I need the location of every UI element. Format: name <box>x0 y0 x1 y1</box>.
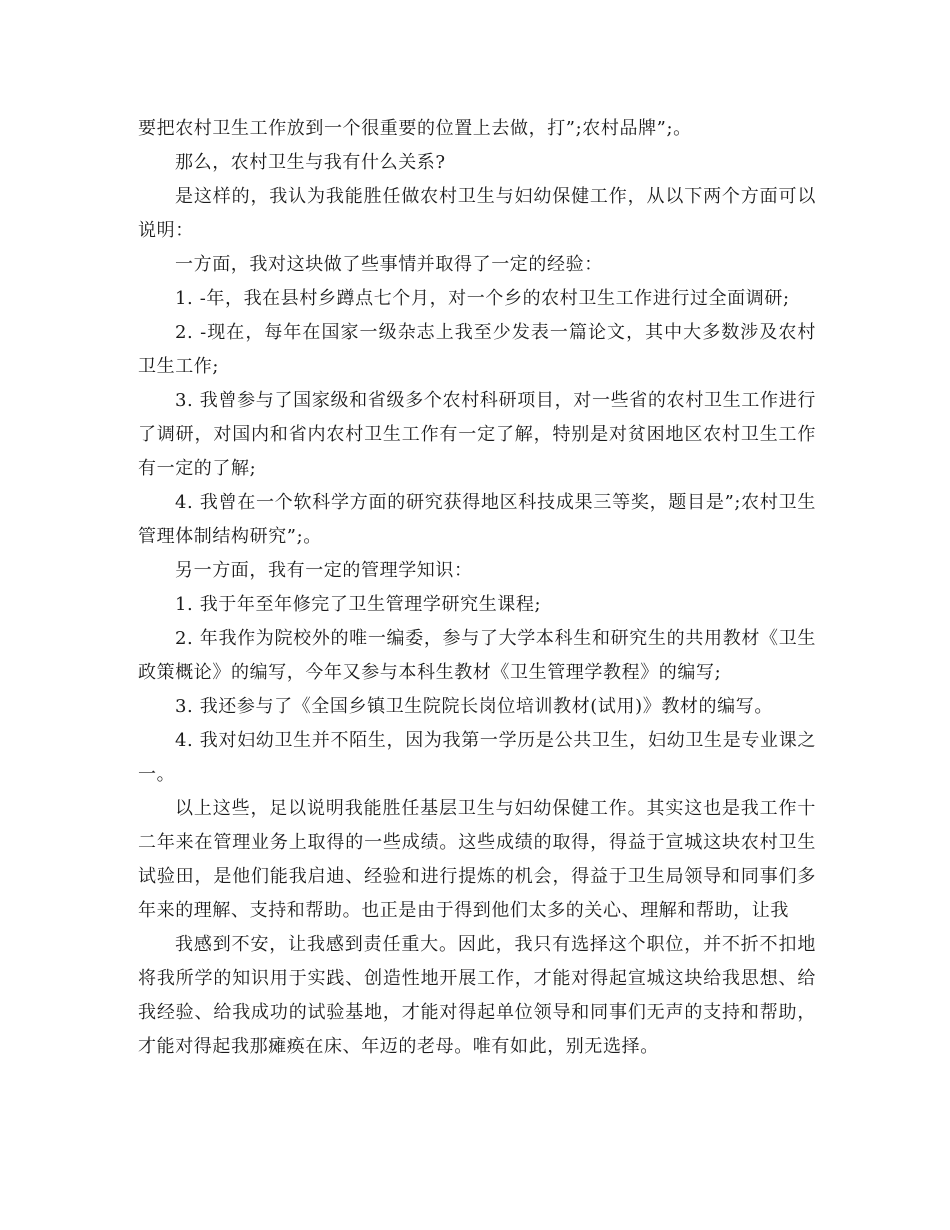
paragraph-6: 以上这些，足以说明我能胜任基层卫生与妇幼保健工作。其实这也是我工作十二年来在管理业务上取得的一些成绩。这些成绩的取得，得益于宣城这块农村卫生试验田，是他们能我启迪、经验和进行提炼的机会，得益于卫生局领导和同事们多年来的理解、支持和帮助。也正是由于得到他们太多的关心、理解和帮助，让我 <box>138 798 816 921</box>
list-item-experience-3: 3. 我曾参与了国家级和省级多个农村科研项目，对一些省的农村卫生工作进行了调研，对国内和省内农村卫生工作有一定了解，特别是对贫困地区农村卫生工作有一定的了解; <box>138 390 816 479</box>
paragraph-5: 另一方面，我有一定的管理学知识： <box>175 560 473 581</box>
list-item-management-4: 4. 我对妇幼卫生并不陌生，因为我第一学历是公共卫生，妇幼卫生是专业课之一。 <box>138 730 816 785</box>
paragraph-1: 要把农村卫生工作放到一个很重要的位置上去做，打”;农村品牌”;。 <box>138 118 692 139</box>
list-item-management-3: 3. 我还参与了《全国乡镇卫生院院长岗位培训教材(试用)》教材的编写。 <box>175 696 773 717</box>
paragraph-2: 那么，农村卫生与我有什么关系? <box>175 152 446 173</box>
list-item-management-2: 2. 年我作为院校外的唯一编委，参与了大学本科生和研究生的共用教材《卫生政策概论》的编写，今年又参与本科生教材《卫生管理学教程》的编写; <box>138 628 816 683</box>
list-item-experience-4: 4. 我曾在一个软科学方面的研究获得地区科技成果三等奖，题目是”;农村卫生管理体制结构研究”;。 <box>138 492 816 547</box>
paragraph-4: 一方面，我对这块做了些事情并取得了一定的经验： <box>175 254 603 275</box>
document-body <box>138 112 816 1064</box>
list-item-experience-2: 2. -现在，每年在国家一级杂志上我至少发表一篇论文，其中大多数涉及农村卫生工作; <box>138 322 816 377</box>
list-item-experience-1: 1. -年，我在县村乡蹲点七个月，对一个乡的农村卫生工作进行过全面调研; <box>175 288 790 309</box>
list-item-management-1: 1. 我于年至年修完了卫生管理学研究生课程; <box>175 594 542 615</box>
paragraph-7: 我感到不安，让我感到责任重大。因此，我只有选择这个职位，并不折不扣地将我所学的知识用于实践、创造性地开展工作，才能对得起宣城这块给我思想、给我经验、给我成功的试验基地，才能对得起单位领导和同事们无声的支持和帮助，才能对得起我那瘫痪在床、年迈的老母。唯有如此，别无选择。 <box>138 934 816 1057</box>
paragraph-3: 是这样的，我认为我能胜任做农村卫生与妇幼保健工作，从以下两个方面可以说明： <box>138 186 816 241</box>
